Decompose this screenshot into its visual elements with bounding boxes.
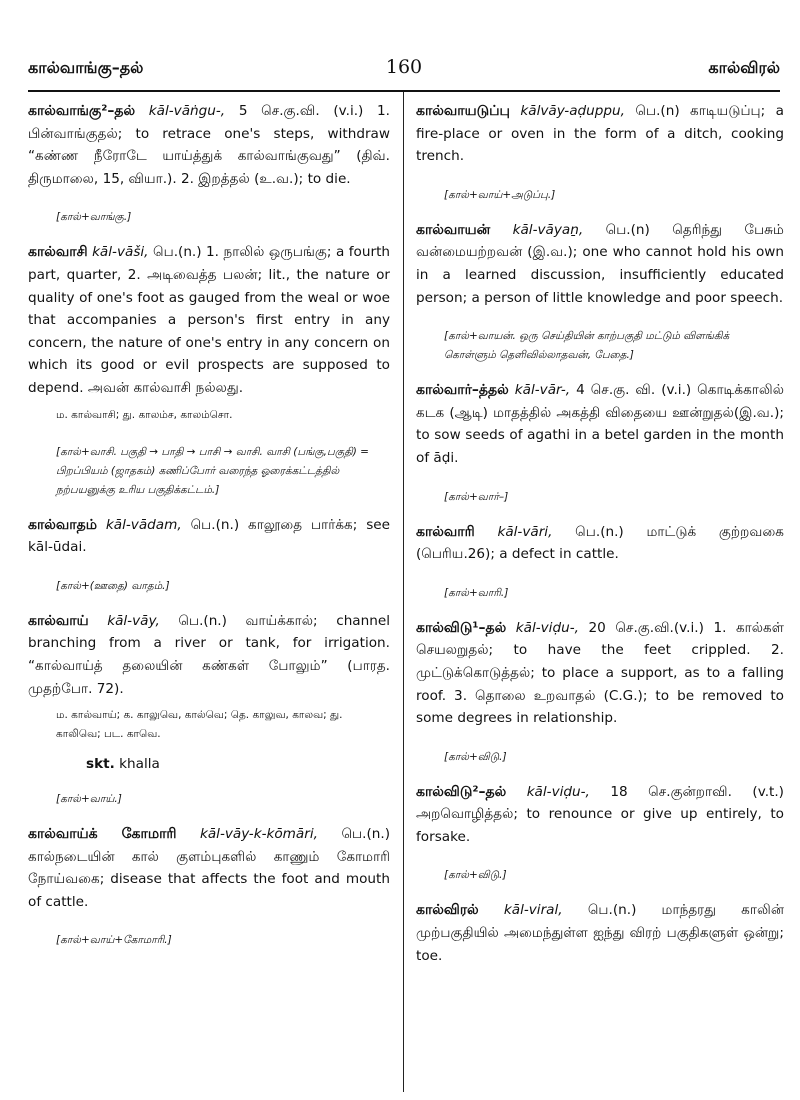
etymology: [கால்+விடு.] [444,750,507,763]
definition: பெ.(n.) கால்நடையின் கால் குளம்புகளில் காணும் கோமாரி நோய்வகை; disease that affects the foot and mouth of cattle. [28,826,390,910]
transliteration: kāl-viḍu-, [526,783,590,800]
etymology: [கால்+வாரி.] [444,586,509,599]
dictionary-entry [416,781,784,886]
headword: கால்வாய் [28,612,89,629]
etymology: [கால்+வாய்+கோமாரி.] [56,934,172,947]
headword: கால்வாயடுப்பு [416,103,510,119]
definition: 4 செ.கு. வி. (v.i.) கொடிக்காலில் கடக (ஆடி) மாதத்தில் அகத்தி விதையை ஊன்றுதல்(இ.வ.); to sow seeds of agathi in a betel garden in the month of āḍi. [416,382,785,466]
etymology: [கால்+வாயன். ஒரு செய்தியின் காற்பகுதி மட்டும் விளங்கிக் கொள்ளும் தெளிவில்லாதவன், பேதை.] [444,330,730,362]
etymology: [கால்+வாங்கு.] [56,211,132,224]
transliteration: kāl-vādam, [105,516,182,533]
definition: பெ.(n) காடியடுப்பு; a fire-place or oven in the form of a ditch, cooking trench. [416,103,784,165]
transliteration: kāl-vāyaṉ, [512,221,584,238]
dictionary-entry [28,514,390,596]
dictionary-entry [416,899,784,967]
dictionary-entry [416,100,784,205]
headword: கால்வாய்க் கோமாரி [28,826,177,843]
dictionary-entry [416,617,784,767]
etymology: [கால்+வார்–] [444,490,509,503]
page-number: 160 [385,56,423,78]
definition: 20 செ.கு.வி.(v.i.) 1. கால்கள் செயலறுதல்; to have the feet crippled. 2. முட்டுக்கொடுத்தல்; to place a support, as to a falling roof. 3. தொலை உறவாதல் (C.G.); to be removed to some degrees in relationship. [416,619,785,727]
transliteration: kāl-vāṅgu-, [148,103,226,119]
definition: பெ.(n.) வாய்க்கால்; channel branching from a river or tank, for irrigation. “கால்வாய்த் தலையின் கண்கள் போலும்” (பாரத. முதற்போ. 72). [28,612,391,697]
definition: 18 செ.குன்றாவி. (v.t.) அறவொழித்தல்; to renounce or give up entirely, to forsake. [416,783,784,845]
transliteration: kāl-vāy, [107,612,160,629]
etymology: [கால்+வாசி. பகுதி → பாதி → பாசி → வாசி. வாசி (பங்கு,பகுதி) = பிறப்பியம் (ஜாதகம்) கணிப்போர் வரைந்த ஓரைக்கட்டத்தில் நற்பயனுக்கு உரிய பகுதிக்கட்டம்.] [56,445,369,496]
headword: கால்வாதம் [28,516,97,533]
dictionary-entry [28,610,390,809]
page-header [28,58,780,88]
left-column [28,100,390,964]
headword: கால்விடு²–தல் [416,783,507,800]
dictionary-entry [28,823,390,950]
headword: கால்விரல் [416,902,479,919]
right-column [416,100,784,967]
etymology: [கால்+(ஊதை) வாதம்.] [56,579,170,592]
sanskrit-cognate [86,756,390,772]
column-divider [403,92,404,1092]
sanskrit-label: skt. [86,756,115,773]
definition: பெ.(n) தெரிந்து பேசும் வன்மையற்றவன் (இ.வ.); one who cannot hold his own in a learned discussion, insufficiently educated person; a person of little knowledge and poor speech. [416,221,784,306]
dictionary-entry [416,521,784,603]
dictionary-entry [416,379,784,506]
headword: கால்வார்–த்தல் [416,382,509,399]
headword: கால்வாங்கு²–தல் [28,103,136,119]
headword: கால்வாசி [28,244,88,261]
etymology: [கால்+வாய்.] [56,793,122,806]
dictionary-entry [416,219,784,365]
definition: பெ.(n.) காலூதை பார்க்க; see kāl-ūdai. [28,516,391,556]
transliteration: kāl-vāri, [497,523,553,540]
header-left-guideword: கால்வாங்கு–தல் [28,58,144,77]
headword: கால்வாரி [416,523,475,540]
headword: கால்வாயன் [416,221,491,238]
headword: கால்விடு¹–தல் [416,619,507,636]
definition: பெ.(n.) மாட்டுக் குற்றவகை (பெரிய.26); a defect in cattle. [416,523,785,563]
cognates: ம. கால்வாசி; து. காலம்ச, காலம்சொ. [56,408,233,421]
transliteration: kāl-viḍu-, [515,619,579,636]
definition: 5 செ.கு.வி. (v.i.) 1. பின்வாங்குதல்; to retrace one's steps, withdraw “கண்ண நீரோடே யாய்த்துக் கால்வாங்குவது” (திவ். திருமாலை, 15, வியா.). 2. இறத்தல் (உ.வ.); to die. [28,103,390,187]
cognates: ம. கால்வாய்; க. காலுவெ, கால்வெ; தெ. காலுவ, காலவ; து. காலிவெ; பட. காவெ. [56,709,343,741]
etymology: [கால்+வாய்+அடுப்பு.] [444,188,556,201]
dictionary-entry [28,100,390,227]
etymology: [கால்+விடு.] [444,869,507,882]
transliteration: kālvāy-aḍuppu, [520,103,625,119]
header-rule [28,90,780,92]
transliteration: kāl-vār-, [514,382,571,399]
definition: பெ.(n.) மாந்தரது காலின் முற்பகுதியில் அமைந்துள்ள ஐந்து விரற் பகுதிகளுள் ஒன்று; toe. [416,902,785,964]
dictionary-entry [28,241,390,499]
transliteration: kāl-viral, [503,902,563,919]
transliteration: kāl-vāši, [92,244,149,261]
definition: பெ.(n.) 1. நாலில் ஒருபங்கு; a fourth part, quarter, 2. அடிவைத்த பலன்; lit., the nature or quality of one's foot as gauged from the weal or woe that accompanies a person's first entry in any concern, the nature of one's entry in any concern on which its good or evil prospects are supposed to depend. அவன் கால்வாசி நல்லது. [28,244,391,396]
sanskrit-word: khalla [119,756,160,773]
header-right-guideword: கால்விரல் [708,58,780,77]
transliteration: kāl-vāy-k-kōmāri, [199,826,318,843]
